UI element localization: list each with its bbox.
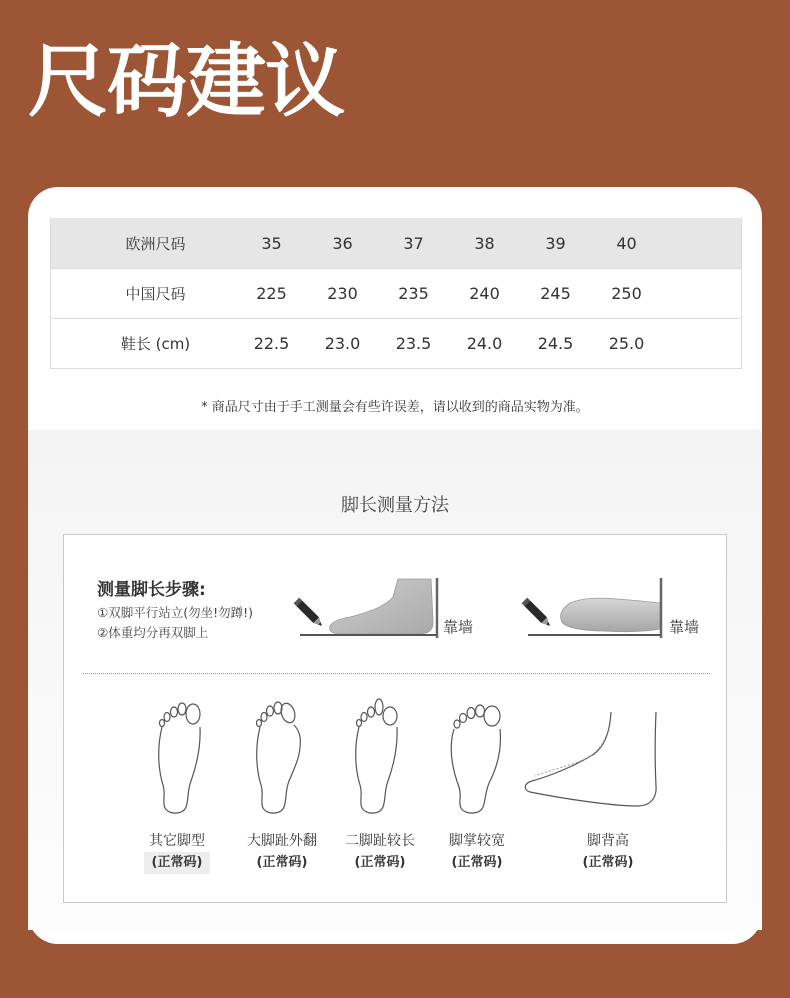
table-cell: 25.0 bbox=[608, 334, 645, 353]
size-table bbox=[50, 218, 742, 369]
foot-type-item bbox=[325, 832, 435, 874]
foot-type-tag: (正常码) bbox=[144, 852, 211, 874]
foot-top-illustration bbox=[561, 598, 660, 632]
table-cell: 40 bbox=[616, 233, 637, 253]
pencil-icon bbox=[294, 598, 325, 629]
table-cell: 245 bbox=[540, 284, 571, 303]
table-cell: 250 bbox=[611, 284, 642, 303]
table-cell: 38 bbox=[474, 233, 495, 253]
table-cell: 22.5 bbox=[253, 334, 290, 353]
wall-label: 靠墙 bbox=[443, 618, 474, 636]
foot-type-name: 大脚趾外翻 bbox=[247, 833, 317, 849]
foot-type-tag: (正常码) bbox=[256, 855, 308, 870]
table-cell: 37 bbox=[403, 233, 424, 253]
table-cell: 24.0 bbox=[466, 334, 503, 353]
measure-diagram-top bbox=[522, 575, 672, 645]
table-cell: 240 bbox=[469, 284, 500, 303]
pencil-icon bbox=[522, 598, 553, 629]
step-1: ①双脚平行站立(勿坐!勿蹲!) bbox=[97, 605, 253, 620]
table-cell: 235 bbox=[398, 284, 429, 303]
table-cell: 35 bbox=[261, 233, 282, 253]
table-cell: 24.5 bbox=[537, 334, 574, 353]
foot-long-second-toe-illustration bbox=[350, 697, 400, 817]
table-cell: 36 bbox=[332, 233, 353, 253]
foot-side-illustration bbox=[330, 579, 433, 634]
foot-type-item bbox=[122, 832, 232, 874]
foot-type-tag: (正常码) bbox=[582, 855, 634, 870]
table-cell: 39 bbox=[545, 233, 566, 253]
row-label: 鞋长 (cm) bbox=[120, 335, 191, 353]
row-label: 欧洲尺码 bbox=[125, 234, 186, 253]
table-cell: 23.0 bbox=[324, 334, 361, 353]
table-row bbox=[51, 318, 741, 368]
table-row bbox=[51, 268, 741, 318]
page-title: 尺码建议 bbox=[28, 35, 344, 128]
foot-type-name: 脚背高 bbox=[587, 833, 629, 849]
table-cell: 225 bbox=[256, 284, 287, 303]
foot-type-item bbox=[422, 832, 532, 874]
foot-type-name: 其它脚型 bbox=[149, 833, 205, 849]
table-cell: 230 bbox=[327, 284, 358, 303]
steps-title: 测量脚长步骤: bbox=[97, 580, 206, 600]
step-2: ②体重均分再双脚上 bbox=[97, 625, 209, 640]
foot-type-tag: (正常码) bbox=[354, 855, 406, 870]
table-cell: 23.5 bbox=[395, 334, 432, 353]
foot-type-tag: (正常码) bbox=[451, 855, 503, 870]
row-label: 中国尺码 bbox=[125, 285, 186, 303]
wall-label: 靠墙 bbox=[669, 618, 700, 636]
foot-wide-illustration bbox=[447, 697, 503, 817]
foot-high-instep-illustration bbox=[520, 706, 665, 814]
foot-type-item bbox=[553, 832, 663, 874]
dotted-divider bbox=[83, 673, 710, 674]
foot-sole-illustration bbox=[153, 697, 203, 817]
table-header-row bbox=[51, 218, 741, 268]
foot-type-name: 二脚趾较长 bbox=[345, 833, 415, 849]
size-note: * 商品尺寸由于手工测量会有些许误差，请以收到的商品实物为准。 bbox=[201, 400, 589, 415]
foot-bunion-illustration bbox=[251, 697, 303, 817]
foot-type-item bbox=[227, 832, 337, 874]
foot-type-name: 脚掌较宽 bbox=[449, 833, 505, 849]
measure-title: 脚长测量方法 bbox=[341, 495, 449, 516]
